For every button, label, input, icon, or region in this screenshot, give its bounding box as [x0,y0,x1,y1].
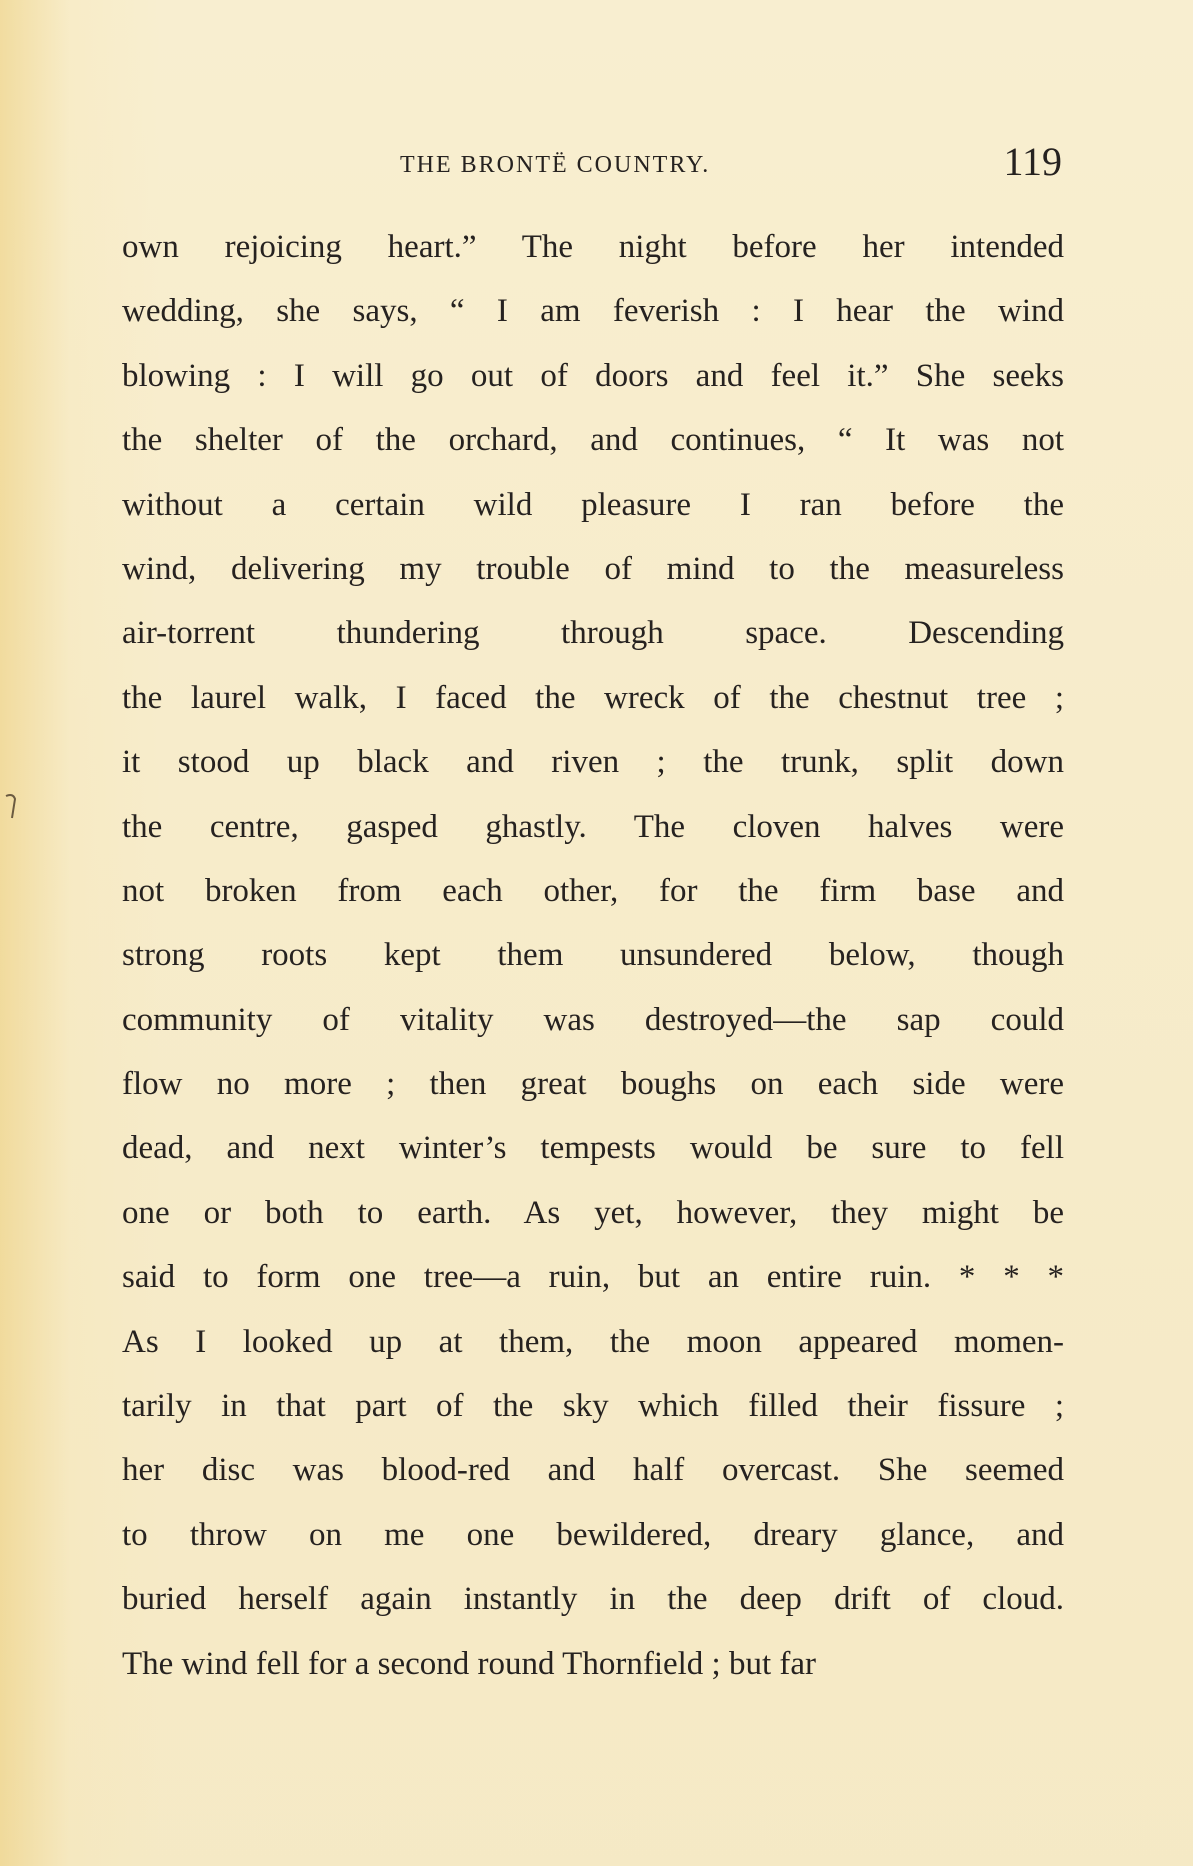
text-line: the laurel walk, I faced the wreck of the chestnut tree ; [122,679,1064,716]
margin-mark-icon [4,792,18,822]
text-line: tarily in that part of the sky which filled their fissure ; [122,1388,1064,1425]
text-line: buried herself again instantly in the deep drift of cloud. [122,1581,1064,1618]
text-line: air-torrent thundering through space. Descending [122,615,1064,652]
text-line: without a certain wild pleasure I ran before the [122,486,1064,523]
text-line: blowing : I will go out of doors and feel it.” She seeks [122,357,1064,394]
text-line: flow no more ; then great boughs on each side were [122,1066,1064,1103]
text-line: own rejoicing heart.” The night before her intended [122,229,1064,265]
text-line: it stood up black and riven ; the trunk, split down [122,744,1064,781]
text-line: not broken from each other, for the firm base and [122,872,1064,909]
text-line: her disc was blood-red and half overcast. She seemed [122,1452,1064,1489]
running-head [120,138,1070,188]
text-line: dead, and next winter’s tempests would be sure to fell [122,1130,1064,1167]
text-line: the shelter of the orchard, and continues, “ It was not [122,422,1064,459]
text-line: As I looked up at them, the moon appeared momen- [122,1323,1064,1360]
text-line: the centre, gasped ghastly. The cloven halves were [122,808,1064,845]
text-line: said to form one tree—a ruin, but an entire ruin. * * * [122,1259,1064,1296]
text-line: strong roots kept them unsundered below, though [122,937,1064,974]
text-line: wind, delivering my trouble of mind to the measureless [122,550,1064,587]
text-line: wedding, she says, “ I am feverish : I hear the wind [122,293,1064,330]
text-line: community of vitality was destroyed—the sap could [122,1001,1064,1038]
text-line: to throw on me one bewildered, dreary glance, and [122,1516,1064,1553]
body-text [122,215,1064,1696]
running-title: THE BRONTË COUNTRY. [400,152,711,178]
text-line: one or both to earth. As yet, however, they might be [122,1194,1064,1231]
page-number: 119 [1003,139,1062,184]
text-line: The wind fell for a second round Thornfield ; but far [122,1645,817,1682]
